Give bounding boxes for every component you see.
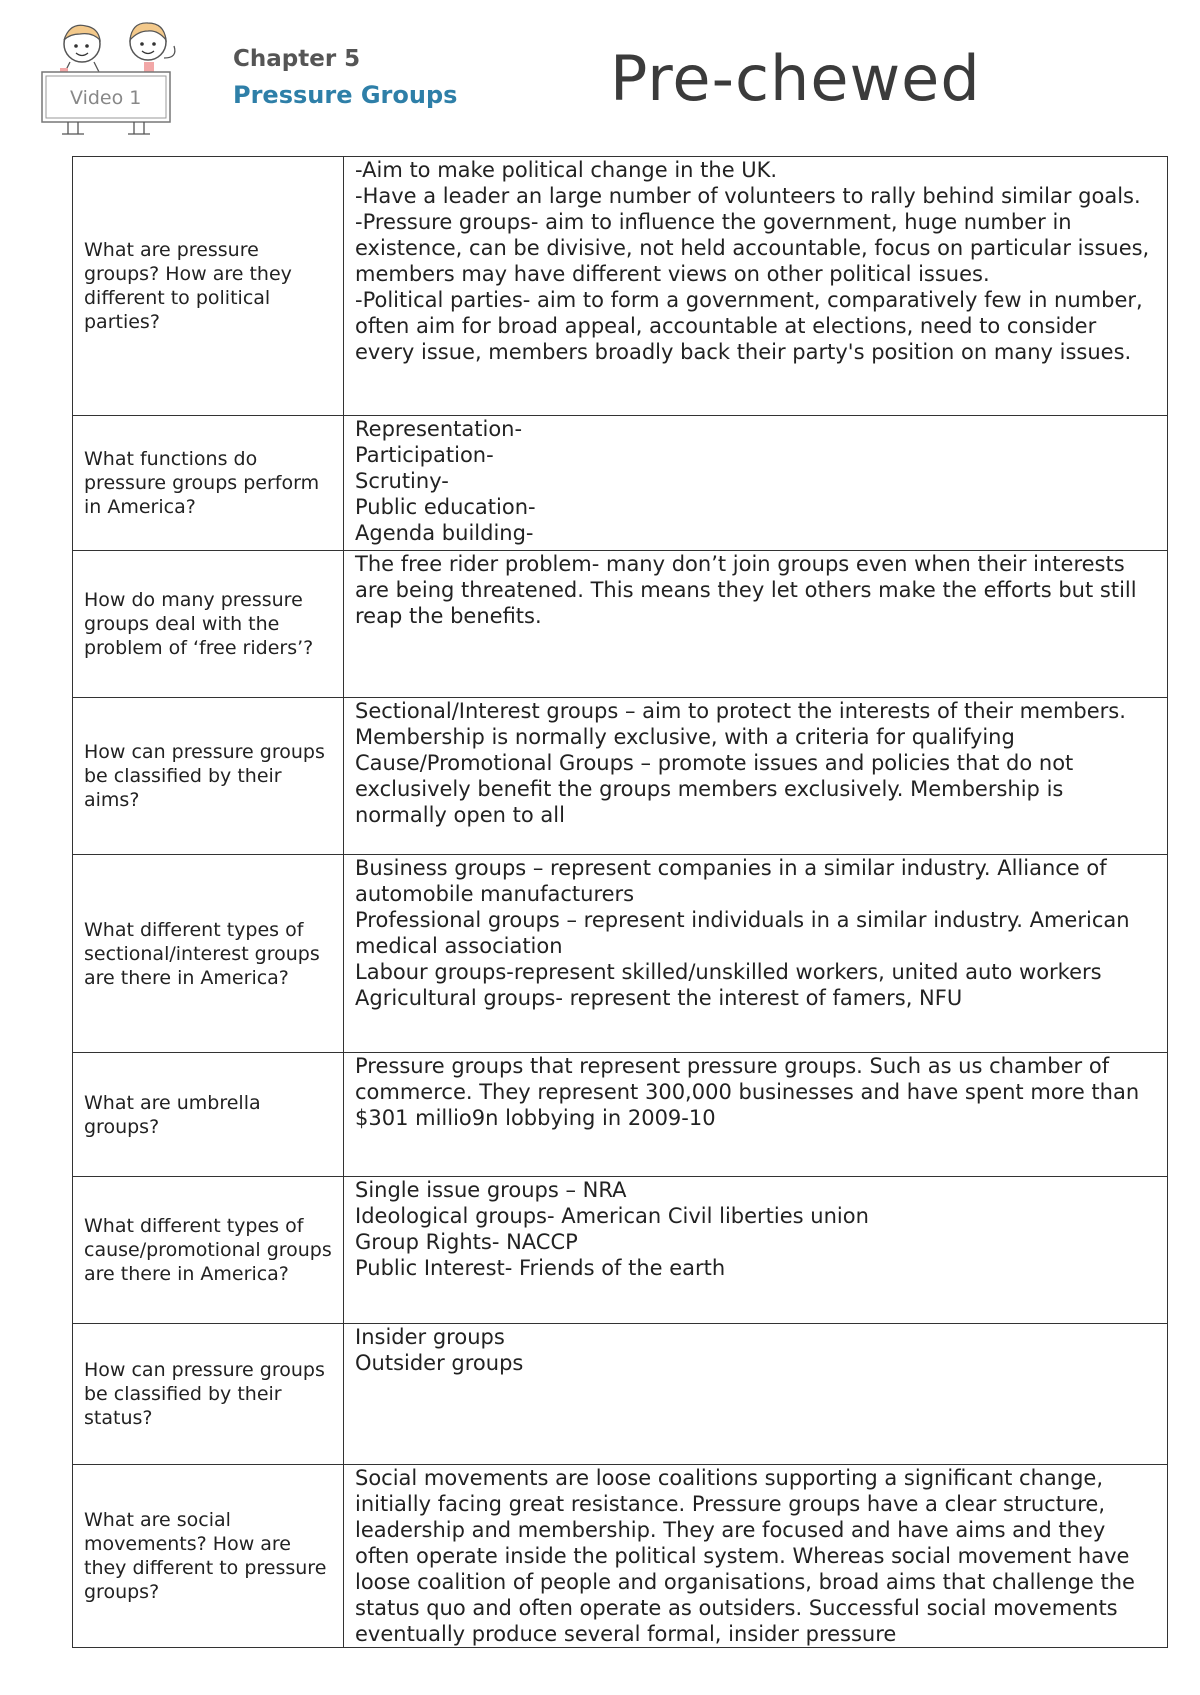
question-text: What different types of sectional/interest groups are there in America? — [84, 918, 320, 989]
table-row — [73, 855, 1168, 1053]
answer-line: Public education- — [355, 495, 536, 519]
answer-line: Agricultural groups- represent the interest of famers, NFU — [355, 986, 963, 1010]
answer-line: Scrutiny- — [355, 469, 449, 493]
question-text: What functions do pressure groups perform in America? — [84, 448, 320, 518]
answer-line: Sectional/Interest groups – aim to protect the interests of their members. Membership is normally exclusive, with a criteria for qualifying — [355, 699, 1126, 749]
question-text: What are pressure groups? How are they different to political parties? — [84, 239, 292, 333]
answer-cell — [344, 1324, 1168, 1465]
question-text: What are social movements? How are they different to pressure groups? — [84, 1509, 327, 1603]
answer-line: Public Interest- Friends of the earth — [355, 1256, 726, 1280]
answer-cell — [344, 1053, 1168, 1177]
video-label: Video 1 — [70, 87, 142, 109]
answer-cell — [344, 1177, 1168, 1324]
answer-line: Single issue groups – NRA — [355, 1178, 627, 1202]
table-row — [73, 416, 1168, 551]
table-row — [73, 551, 1168, 698]
answer-line: Cause/Promotional Groups – promote issues and policies that do not exclusively benefit the groups members exclusively. Membership is normally open to all — [355, 751, 1074, 827]
answer-line: Pressure groups that represent pressure groups. Such as us chamber of commerce. They represent 300,000 businesses and have spent more than $301 millio9n lobbying in 2009-10 — [355, 1054, 1140, 1130]
question-cell — [73, 1465, 344, 1648]
answer-line: Insider groups — [355, 1325, 505, 1349]
table-row — [73, 157, 1168, 416]
answer-cell — [344, 157, 1168, 416]
answer-line: Ideological groups- American Civil liberties union — [355, 1204, 869, 1228]
answer-line: Outsider groups — [355, 1351, 524, 1375]
question-cell — [73, 157, 344, 416]
question-cell — [73, 416, 344, 551]
chapter-number: Chapter 5 — [233, 46, 361, 72]
page-header — [0, 0, 1200, 150]
answer-line: Labour groups-represent skilled/unskilled workers, united auto workers — [355, 960, 1102, 984]
answer-cell — [344, 698, 1168, 855]
question-text: What different types of cause/promotional groups are there in America? — [84, 1215, 332, 1285]
answer-line: -Political parties- aim to form a government, comparatively few in number, often aim for broad appeal, accountable at elections, need to consider every issue, members broadly back their party's position on many issues. — [355, 288, 1143, 364]
question-cell — [73, 551, 344, 698]
question-cell — [73, 1324, 344, 1465]
answer-line: Professional groups – represent individuals in a similar industry. American medical association — [355, 908, 1130, 958]
table-row — [73, 1177, 1168, 1324]
table-row — [73, 1465, 1168, 1648]
table-row — [73, 698, 1168, 855]
question-text: What are umbrella groups? — [84, 1091, 261, 1138]
kids-holding-sign-illustration — [40, 18, 195, 138]
answer-line: Business groups – represent companies in a similar industry. Alliance of automobile manufacturers — [355, 856, 1107, 906]
answer-cell — [344, 551, 1168, 698]
question-cell — [73, 1053, 344, 1177]
answer-line: The free rider problem- many don’t join groups even when their interests are being threatened. This means they let others make the efforts but still reap the benefits. — [355, 552, 1137, 628]
answer-line: Agenda building- — [355, 521, 534, 545]
answer-line: Group Rights- NACCP — [355, 1230, 578, 1254]
question-cell — [73, 855, 344, 1053]
chapter-title: Pressure Groups — [233, 81, 458, 109]
answer-line: -Pressure groups- aim to influence the government, huge number in existence, can be divisive, not held accountable, focus on particular issues, members may have different views on other political issues. — [355, 210, 1150, 286]
question-answer-table — [72, 156, 1168, 1648]
table-row — [73, 1324, 1168, 1465]
brand-logo-text: Pre-chewed — [610, 42, 981, 115]
question-text: How can pressure groups be classified by their status? — [84, 1359, 325, 1429]
answer-line: -Have a leader an large number of volunteers to rally behind similar goals. — [355, 184, 1141, 208]
question-text: How do many pressure groups deal with the problem of ‘free riders’? — [84, 589, 314, 659]
question-cell — [73, 1177, 344, 1324]
answer-line: Social movements are loose coalitions supporting a significant change, initially facing great resistance. Pressure groups have a clear structure, leadership and membership. They are focused and have aims and they often operate inside the political system. Whereas social movement have loose coalition of people and organisations, broad aims that challenge the status quo and often operate as outsiders. Successful social movements eventually produce several formal, insider pressure — [355, 1466, 1135, 1646]
answer-line: Participation- — [355, 443, 494, 467]
question-text: How can pressure groups be classified by their aims? — [84, 741, 325, 811]
table-row — [73, 1053, 1168, 1177]
question-cell — [73, 698, 344, 855]
answer-line: -Aim to make political change in the UK. — [355, 158, 778, 182]
answer-line: Representation- — [355, 417, 523, 441]
answer-cell — [344, 416, 1168, 551]
answer-cell — [344, 855, 1168, 1053]
answer-cell — [344, 1465, 1168, 1648]
